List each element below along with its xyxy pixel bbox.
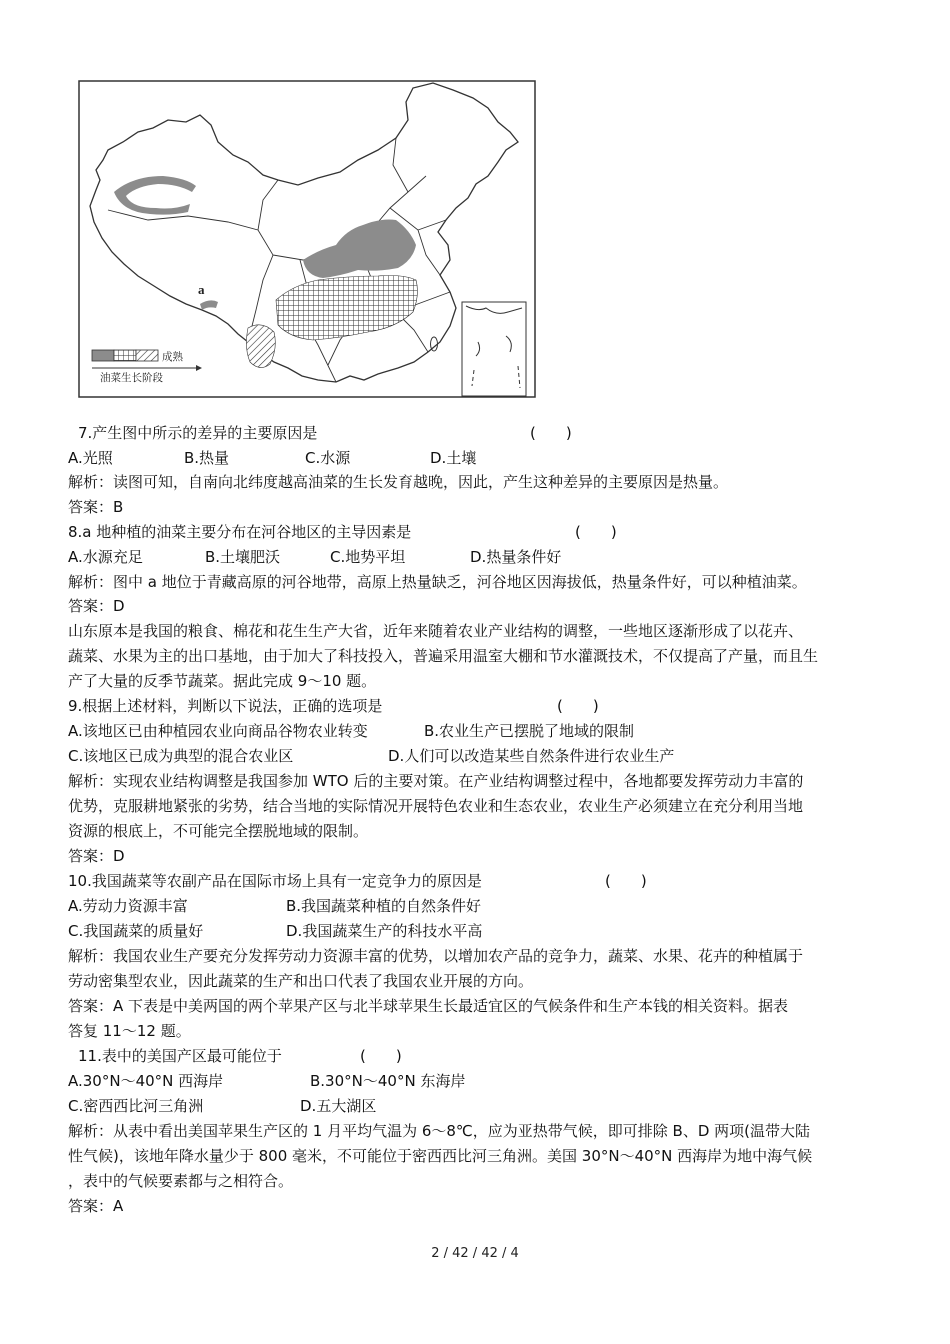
q9-answer: 答案：D: [68, 847, 125, 865]
q11-option-c[interactable]: C.密西西比河三角洲: [68, 1097, 204, 1115]
q10-option-d[interactable]: D.我国蔬菜生产的科技水平高: [286, 922, 483, 940]
q9-analysis-line-2: 优势，克服耕地紧张的劣势，结合当地的实际情况开展特色农业和生态农业，农业生产必须建立在充分利用当地: [68, 797, 804, 815]
legend-mature-label: 成熟: [162, 351, 183, 363]
passage-line-3: 产了大量的反季节蔬菜。据此完成 9～10 题。: [68, 672, 377, 690]
q8-option-c[interactable]: C.地势平坦: [330, 548, 406, 566]
q7-option-a[interactable]: A.光照: [68, 449, 113, 467]
q10-answer: 答案：A 下表是中美两国的两个苹果产区与北半球苹果生长最适宜区的气候条件和生产本钱的相关资料。据表: [68, 997, 789, 1015]
q10-answer-continued: 答复 11～12 题。: [68, 1022, 191, 1040]
q9-analysis-line-3: 资源的根底上，不可能完全摆脱地域的限制。: [68, 822, 369, 840]
q9-option-c[interactable]: C.该地区已成为典型的混合农业区: [68, 747, 294, 765]
q11-analysis-line-2: 性气候)，该地年降水量少于 800 毫米，不可能位于密西西比河三角洲。美国 30°N～40°N 西海岸为地中海气候: [68, 1147, 813, 1165]
q8-paren: ( ): [575, 523, 617, 541]
q7-analysis: 解析：读图可知，自南向北纬度越高油菜的生长发育越晚，因此，产生这种差异的主要原因是热量。: [68, 473, 729, 491]
q8-analysis: 解析：图中 a 地位于青藏高原的河谷地带，高原上热量缺乏，河谷地区因海拔低，热量条件好，可以种植油菜。: [68, 573, 807, 591]
q9-option-d[interactable]: D.人们可以改造某些自然条件进行农业生产: [388, 747, 675, 765]
q9-paren: ( ): [557, 697, 599, 715]
page-number: 2 / 42 / 42 / 4: [431, 1246, 519, 1261]
q7-option-d[interactable]: D.土壤: [430, 449, 477, 467]
q11-analysis-line-1: 解析：从表中看出美国苹果生产区的 1 月平均气温为 6～8℃，应为亚热带气候，即可排除 B、D 两项(温带大陆: [68, 1122, 811, 1140]
q10-option-a[interactable]: A.劳动力资源丰富: [68, 897, 188, 915]
region-southwest: [246, 325, 275, 368]
q8-option-b[interactable]: B.土壤肥沃: [205, 548, 281, 566]
q11-paren: ( ): [360, 1047, 402, 1065]
q10-stem: 10.我国蔬菜等农副产品在国际市场上具有一定竞争力的原因是: [68, 872, 482, 890]
q11-analysis-line-3: ，表中的气候要素都与之相符合。: [68, 1172, 294, 1190]
passage-line-2: 蔬菜、水果为主的出口基地，由于加大了科技投入，普遍采用温室大棚和节水灌溉技术，不仅提高了产量，而且生: [68, 647, 819, 665]
label-a: a: [198, 282, 205, 297]
q9-analysis-line-1: 解析：实现农业结构调整是我国参加 WTO 后的主要对策。在产业结构调整过程中，各地都要发挥劳动力丰富的: [68, 772, 804, 790]
passage-line-1: 山东原本是我国的粮食、棉花和花生生产大省，近年来随着农业产业结构的调整，一些地区逐渐形成了以花卉、: [68, 622, 804, 640]
q8-stem: 8.a 地种植的油菜主要分布在河谷地区的主导因素是: [68, 523, 412, 541]
q8-answer: 答案：D: [68, 597, 125, 615]
q10-paren: ( ): [605, 872, 647, 890]
q11-option-b[interactable]: B.30°N～40°N 东海岸: [310, 1072, 466, 1090]
q7-paren: ( ): [530, 424, 572, 442]
q8-option-d[interactable]: D.热量条件好: [470, 548, 562, 566]
q11-stem: 11.表中的美国产区最可能位于: [78, 1047, 282, 1065]
q11-answer: 答案：A: [68, 1197, 124, 1215]
q7-answer: 答案：B: [68, 498, 124, 516]
q10-option-c[interactable]: C.我国蔬菜的质量好: [68, 922, 204, 940]
q11-option-a[interactable]: A.30°N～40°N 西海岸: [68, 1072, 224, 1090]
q8-option-a[interactable]: A.水源充足: [68, 548, 143, 566]
inset-frame: [462, 302, 526, 396]
q9-option-a[interactable]: A.该地区已由种植园农业向商品谷物农业转变: [68, 722, 368, 740]
q10-analysis-line-2: 劳动密集型农业，因此蔬菜的生产和出口代表了我国农业开展的方向。: [68, 972, 534, 990]
q11-option-d[interactable]: D.五大湖区: [300, 1097, 377, 1115]
q7-option-b[interactable]: B.热量: [184, 449, 230, 467]
q10-option-b[interactable]: B.我国蔬菜种植的自然条件好: [286, 897, 482, 915]
q10-analysis-line-1: 解析：我国农业生产要充分发挥劳动力资源丰富的优势，以增加农产品的竞争力，蔬菜、水果、花卉的种植属于: [68, 947, 804, 965]
legend-stage-label: 油菜生长阶段: [100, 372, 163, 384]
q7-stem: 7.产生图中所示的差异的主要原因是: [78, 424, 318, 442]
q9-option-b[interactable]: B.农业生产已摆脱了地域的限制: [424, 722, 635, 740]
rapeseed-growth-map: [78, 80, 536, 398]
q7-option-c[interactable]: C.水源: [305, 449, 351, 467]
q9-stem: 9.根据上述材料，判断以下说法，正确的选项是: [68, 697, 383, 715]
